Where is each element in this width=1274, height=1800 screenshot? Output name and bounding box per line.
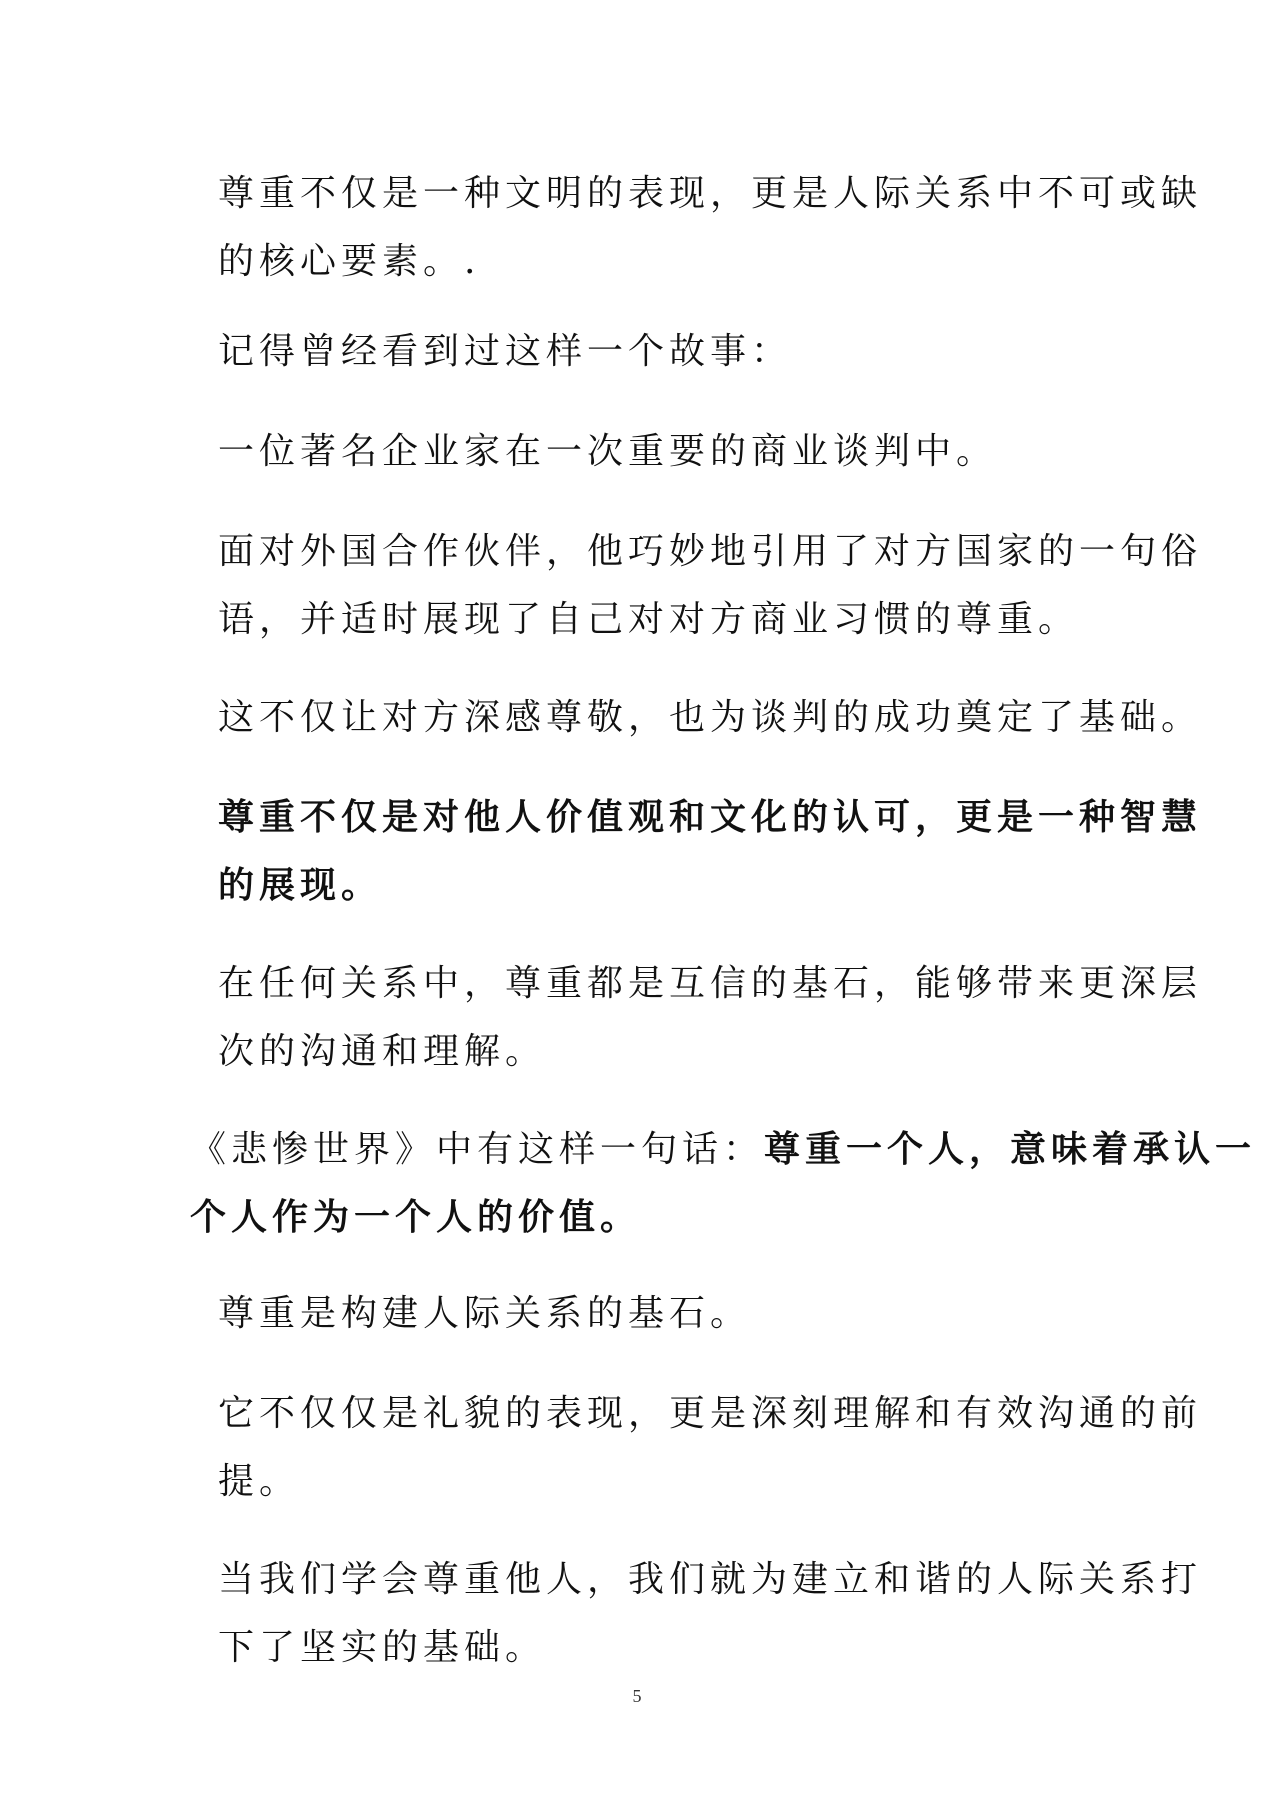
paragraph-1 (218, 160, 1202, 296)
paragraph-line: 提。 (218, 1461, 301, 1502)
paragraph-line: 一位著名企业家在一次重要的商业谈判中。 (218, 431, 998, 472)
paragraph-line: 尊重是构建人际关系的基石。 (218, 1293, 752, 1334)
paragraph-8-quote (190, 1116, 1256, 1252)
paragraph-2 (218, 318, 792, 386)
quote-prefix: 《悲惨世界》中有这样一句话： (190, 1129, 765, 1170)
paragraph-line: 尊重不仅是一种文明的表现，更是人际关系中不可或缺 (218, 173, 1203, 214)
paragraph-9 (218, 1280, 751, 1348)
paragraph-10 (218, 1380, 1202, 1516)
paragraph-11 (218, 1546, 1202, 1682)
paragraph-line: 这不仅让对方深感尊敬，也为谈判的成功奠定了基础。 (218, 697, 1203, 738)
paragraph-line: 的核心要素。. (218, 241, 481, 282)
paragraph-4 (218, 518, 1202, 654)
paragraph-line: 下了坚实的基础。 (218, 1627, 547, 1668)
paragraph-line: 语，并适时展现了自己对对方商业习惯的尊重。 (218, 599, 1080, 640)
paragraph-line: 在任何关系中，尊重都是互信的基石，能够带来更深层 (218, 963, 1203, 1004)
paragraph-line: 的展现。 (218, 865, 383, 906)
paragraph-line: 次的沟通和理解。 (218, 1031, 547, 1072)
paragraph-7 (218, 950, 1202, 1086)
page-number: 5 (632, 1686, 642, 1706)
paragraph-line: 面对外国合作伙伴，他巧妙地引用了对方国家的一句俗 (218, 531, 1203, 572)
paragraph-6-bold (218, 784, 1202, 920)
paragraph-line: 记得曾经看到过这样一个故事： (218, 331, 793, 372)
paragraph-line: 尊重不仅是对他人价值观和文化的认可，更是一种智慧 (218, 797, 1203, 838)
quote-bold-line2: 个人作为一个人的价值。 (190, 1197, 642, 1238)
paragraph-5 (218, 684, 1202, 752)
paragraph-3 (218, 418, 997, 486)
paragraph-line: 当我们学会尊重他人，我们就为建立和谐的人际关系打 (218, 1559, 1203, 1600)
quote-bold-line1: 尊重一个人，意味着承认一 (764, 1129, 1257, 1170)
paragraph-line: 它不仅仅是礼貌的表现，更是深刻理解和有效沟通的前 (218, 1393, 1203, 1434)
